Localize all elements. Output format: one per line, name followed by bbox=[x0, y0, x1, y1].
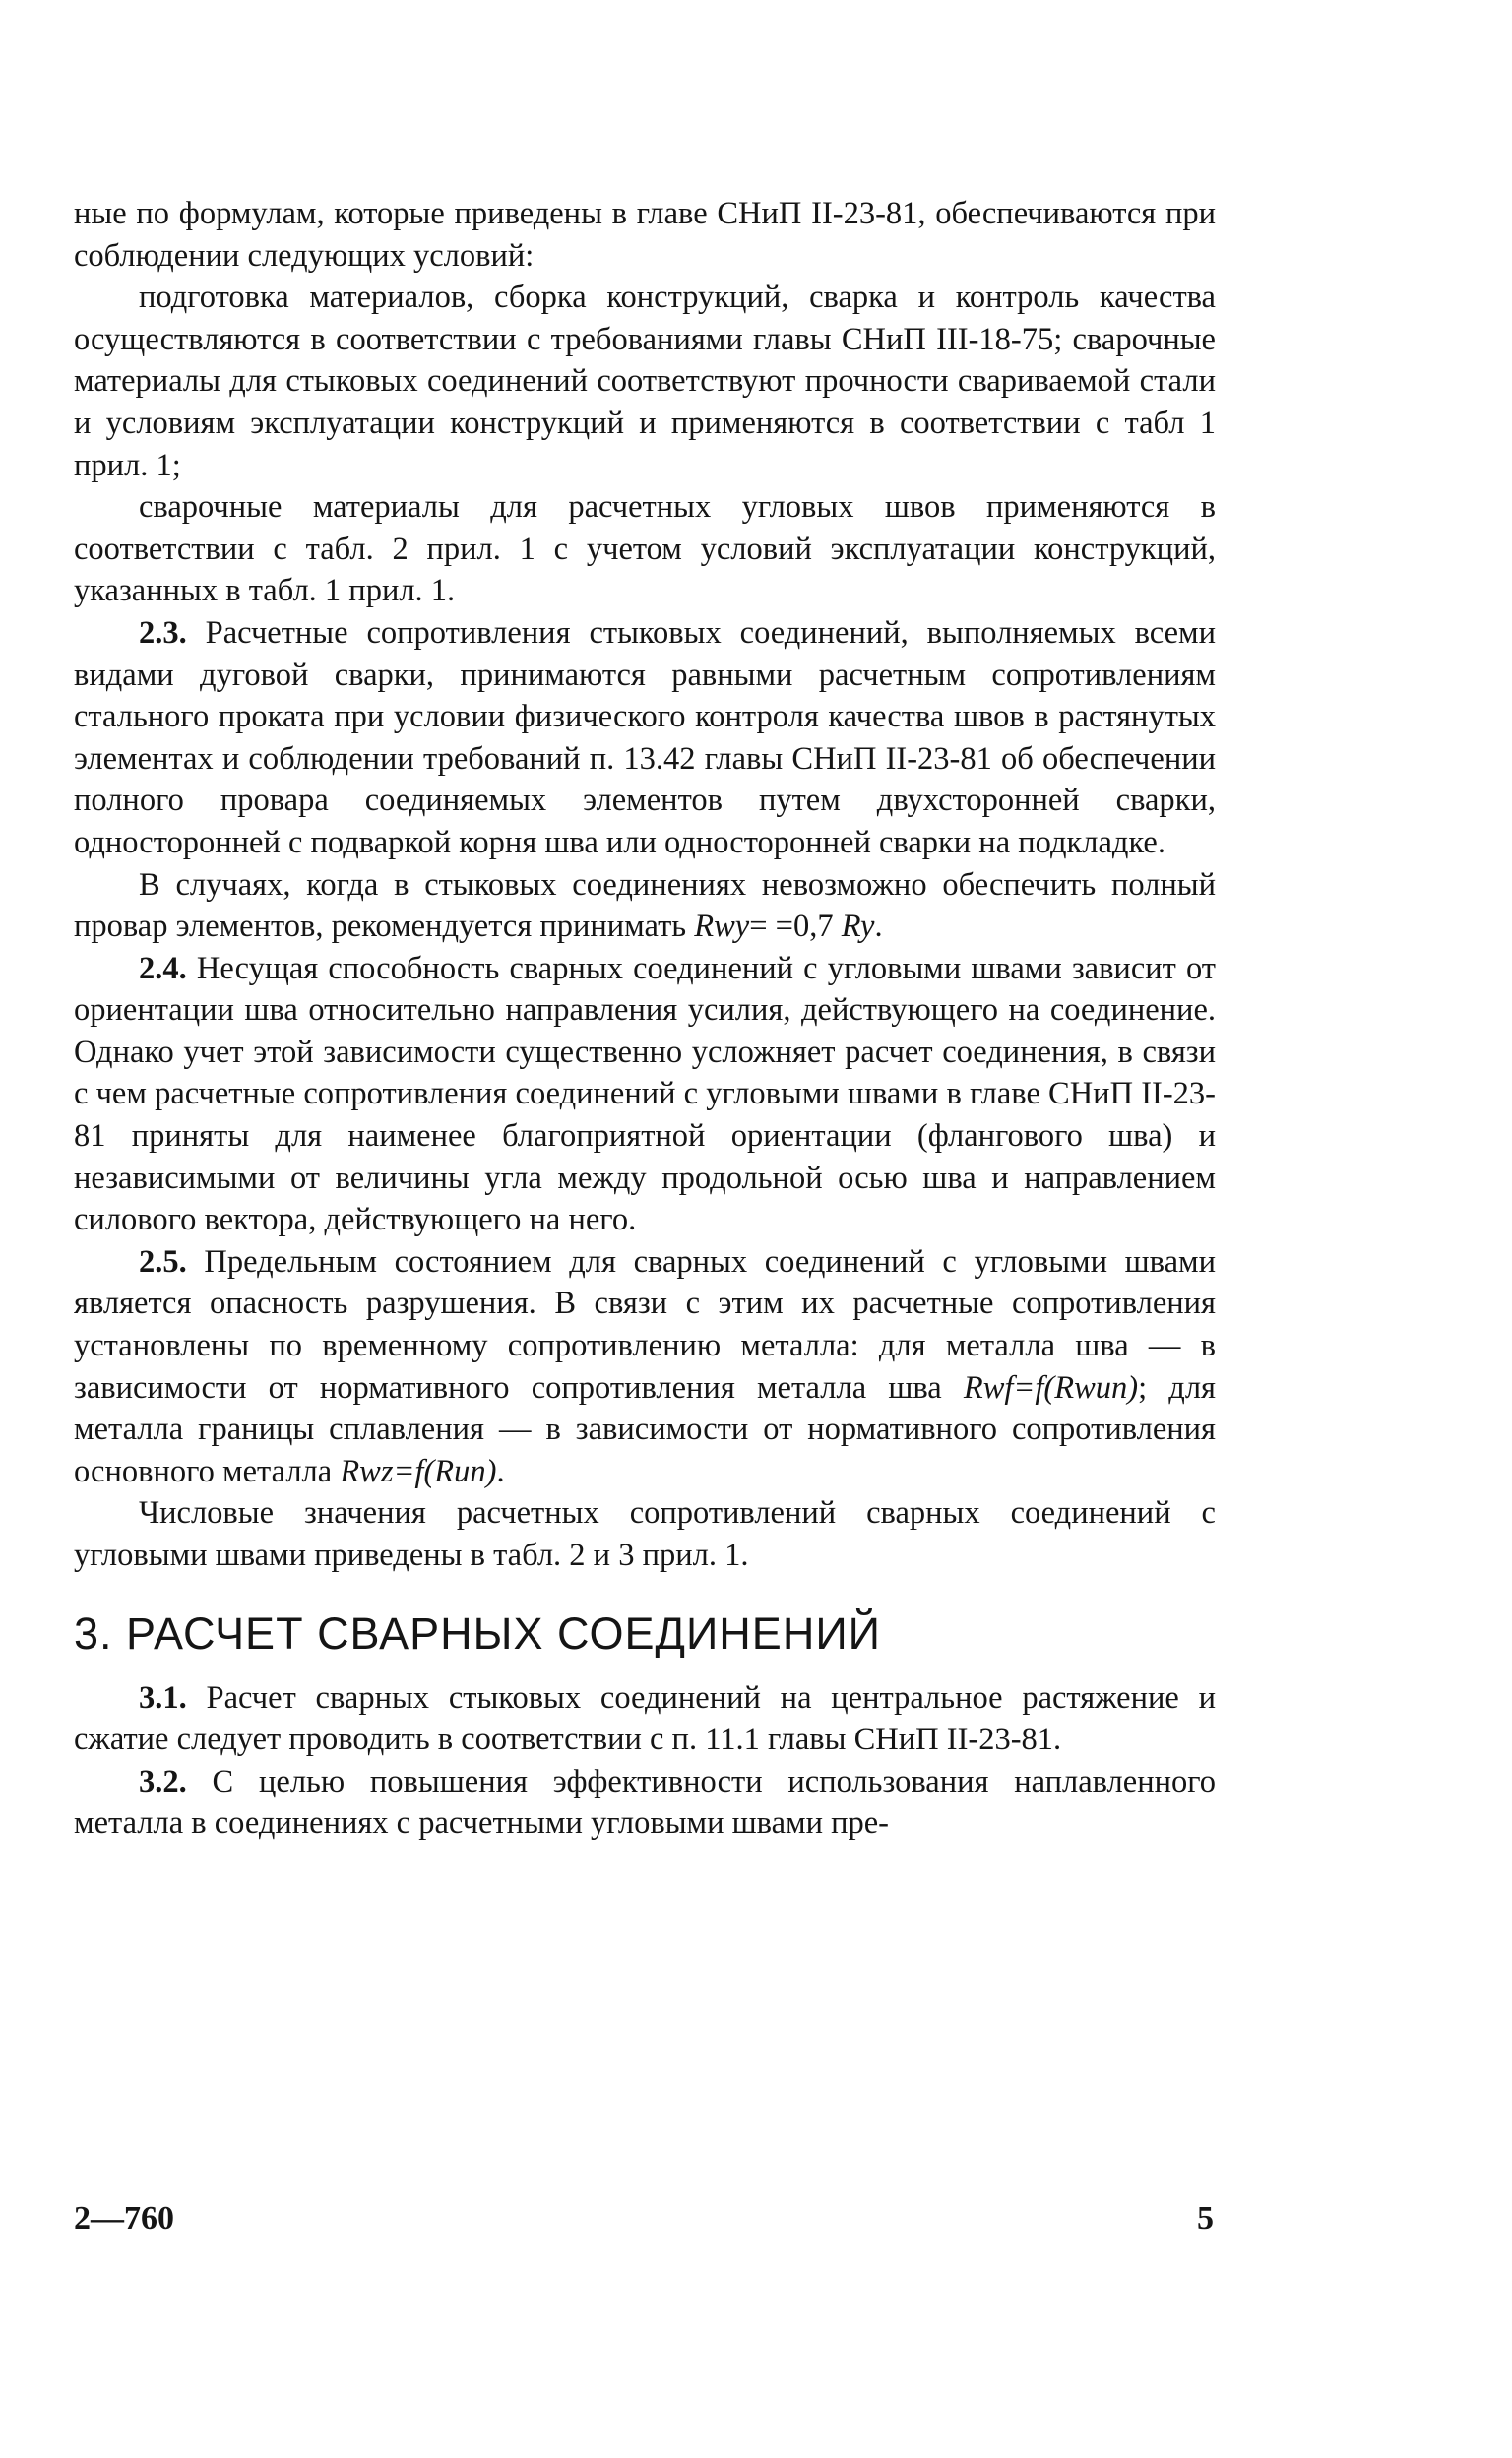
clause-text: Предельным состоянием для сварных соединений с угловыми швами является опасность разрушения. В связи с этим их расчетные сопротивления установлены по временному сопротивлению металла: для металла шва — в зависимости от нормативного сопротивления металла шва bbox=[74, 1243, 1216, 1406]
clause-number: 2.4. bbox=[139, 950, 187, 986]
clause-text: Несущая способность сварных соединений с угловыми швами зависит от ориентации шва относительно направления усилия, действующего на соединение. Однако учет этой зависимости существенно усложняет расчет соединения, в связи с чем расчетные сопротивления соединений с угловыми швами в главе СНиП II-23-81 приняты для наименее благоприятной ориентации (флангового шва) и независимыми от величины угла между продольной осью шва и направлением силового вектора, действующего на него. bbox=[74, 950, 1216, 1238]
paragraph-2-5 bbox=[74, 1241, 1216, 1493]
paragraph-text: = =0,7 bbox=[749, 909, 842, 945]
paragraph-3-2 bbox=[74, 1761, 1216, 1845]
symbol-ry: Ry bbox=[841, 909, 875, 945]
paragraph-continuation: ные по формулам, которые приведены в главе СНиП II-23-81, обеспечиваются при соблюдении следующих условий: bbox=[74, 196, 1216, 274]
symbol-rwy: Rwy bbox=[694, 909, 750, 945]
clause-number: 3.2. bbox=[139, 1763, 187, 1799]
paragraph-2-4 bbox=[74, 948, 1216, 1241]
formula-rwz: Rwz=f(Run) bbox=[340, 1453, 497, 1489]
clause-text: . bbox=[496, 1453, 505, 1489]
signature-mark: 2—760 bbox=[74, 2200, 174, 2237]
paragraph-2-3 bbox=[74, 612, 1216, 864]
paragraph-3-1 bbox=[74, 1677, 1216, 1761]
paragraph-text: . bbox=[874, 909, 883, 945]
clause-number: 3.1. bbox=[139, 1679, 187, 1716]
clause-number: 2.5. bbox=[139, 1243, 187, 1280]
paragraph-welding-materials: сварочные материалы для расчетных угловых швов применяются в соответствии с табл. 2 прил. 1 с учетом условий эксплуатации конструкций, указанных в табл. 1 прил. 1. bbox=[74, 489, 1216, 609]
clause-number: 2.3. bbox=[139, 614, 187, 651]
clause-text: ; для металла границы сплавления — в зависимости от нормативного сопротивления основного металла bbox=[74, 1369, 1217, 1489]
paragraph-incomplete-penetration bbox=[74, 864, 1216, 948]
paragraph-numeric-values: Числовые значения расчетных сопротивлений сварных соединений с угловыми швами приведены в табл. 2 и 3 прил. 1. bbox=[74, 1495, 1216, 1573]
clause-text: Расчетные сопротивления стыковых соединений, выполняемых всеми видами дуговой сварки, принимаются равными расчетным сопротивлениям стального проката при условии физического контроля качества швов в растянутых элементах и соблюдении требований п. 13.42 главы СНиП II-23-81 об обеспечении полного провара соединяемых элементов путем двухсторонней сварки, односторонней с подваркой корня шва или односторонней сварки на подкладке. bbox=[74, 614, 1216, 860]
clause-text: С целью повышения эффективности использования наплавленного металла в соединениях с расчетными угловыми швами пре- bbox=[74, 1763, 1216, 1842]
paragraph-text: В случаях, когда в стыковых соединениях невозможно обеспечить полный провар элементов, рекомендуется принимать bbox=[74, 866, 1216, 945]
page-body bbox=[74, 193, 1216, 1845]
formula-rwf: Rwf=f(Rwun) bbox=[963, 1369, 1139, 1406]
page-number: 5 bbox=[1197, 2200, 1214, 2237]
clause-text: Расчет сварных стыковых соединений на центральное растяжение и сжатие следует проводить в соответствии с п. 11.1 главы СНиП II-23-81. bbox=[74, 1679, 1216, 1758]
section-heading: 3. РАСЧЕТ СВАРНЫХ СОЕДИНЕНИЙ bbox=[74, 1607, 882, 1659]
paragraph-materials: подготовка материалов, сборка конструкций, сварка и контроль качества осуществляются в соответствии с требованиями главы СНиП III-18-75; сварочные материалы для стыковых соединений соответствуют прочности свариваемой стали и условиям эксплуатации конструкций и применяются в соответствии с табл 1 прил. 1; bbox=[74, 280, 1216, 483]
